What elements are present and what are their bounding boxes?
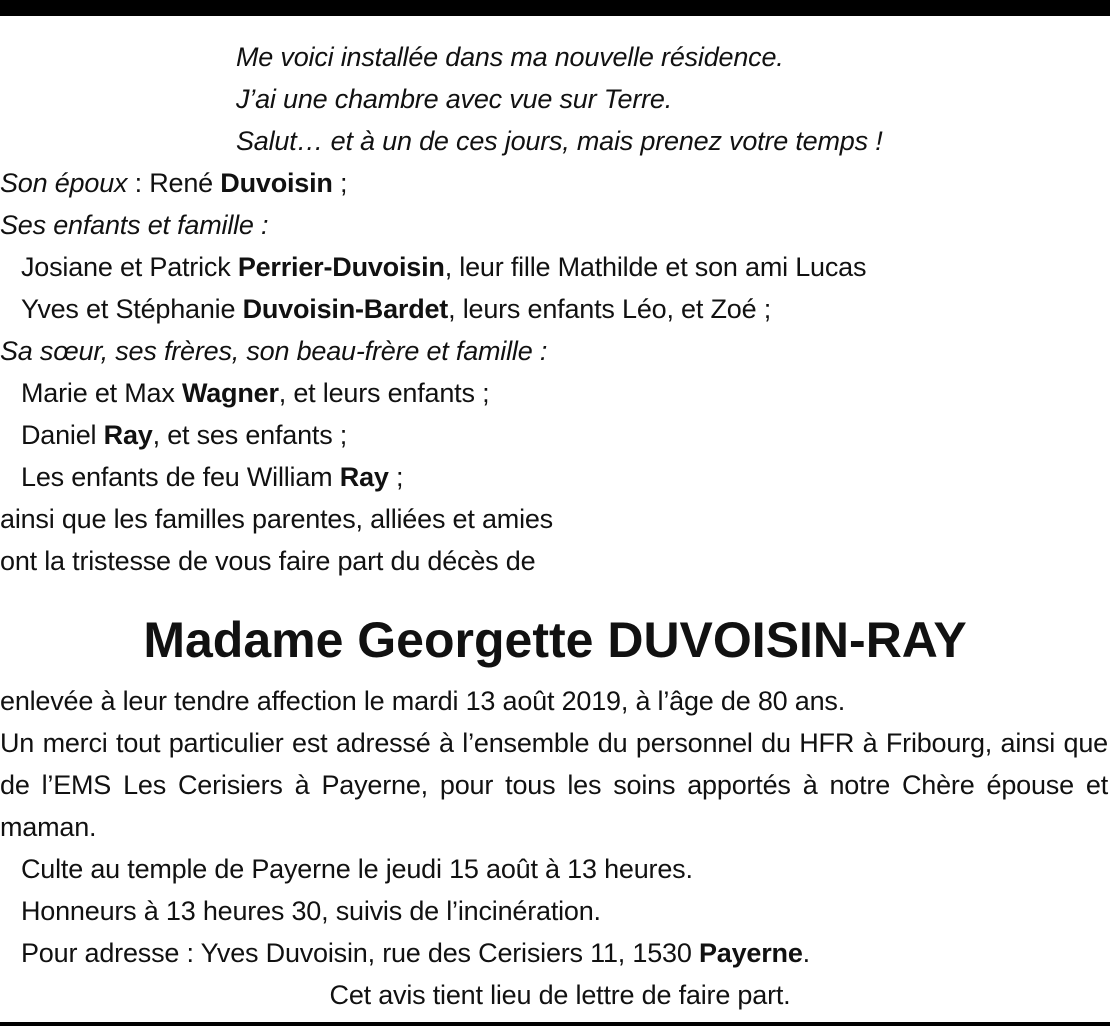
quote-line-3: Salut… et à un de ces jours, mais prenez votre temps !: [236, 126, 883, 156]
bottom-border-rule: [0, 1022, 1110, 1026]
family-details: , leur fille Mathilde et son ami Lucas: [444, 252, 867, 282]
family-surname: Duvoisin-Bardet: [242, 294, 449, 324]
closing-line-1: ainsi que les familles parentes, alliées et amies: [0, 504, 553, 534]
quote-line-2: J’ai une chambre avec vue sur Terre.: [236, 84, 673, 114]
family-names: Daniel: [21, 420, 104, 450]
closing-line-2: ont la tristesse de vous faire part du décès de: [0, 546, 536, 576]
child-family-line: [0, 288, 1110, 330]
family-surname: Ray: [339, 462, 389, 492]
death-statement: enlevée à leur tendre affection le mardi 13 août 2019, à l’âge de 80 ans.: [0, 686, 846, 716]
honours-info: Honneurs à 13 heures 30, suivis de l’incinération.: [21, 896, 601, 926]
family-surname: Wagner: [181, 378, 279, 408]
spouse-surname: Duvoisin: [220, 168, 333, 198]
sibling-family-line: [0, 456, 1110, 498]
family-names: Marie et Max: [21, 378, 182, 408]
notice-footer: Cet avis tient lieu de lettre de faire part.: [329, 980, 791, 1010]
spouse-label: Son époux: [0, 168, 128, 198]
spouse-separator: :: [127, 168, 150, 198]
spouse-first-name: René: [149, 168, 221, 198]
address-city: Payerne: [698, 938, 803, 968]
family-details: ;: [388, 462, 404, 492]
sibling-family-line: [0, 414, 1110, 456]
family-surname: Ray: [103, 420, 153, 450]
sibling-family-line: [0, 372, 1110, 414]
children-heading: Ses enfants et famille :: [0, 210, 269, 240]
siblings-heading: Sa sœur, ses frères, son beau-frère et famille :: [0, 336, 548, 366]
family-details: , leurs enfants Léo, et Zoé ;: [448, 294, 772, 324]
family-details: , et ses enfants ;: [152, 420, 348, 450]
family-surname: Perrier-Duvoisin: [237, 252, 445, 282]
child-family-line: [0, 246, 1110, 288]
service-info: Culte au temple de Payerne le jeudi 15 août à 13 heures.: [21, 854, 693, 884]
deceased-name: Madame Georgette DUVOISIN-RAY: [143, 612, 967, 668]
address-line: [0, 932, 1110, 974]
address-end: .: [802, 938, 810, 968]
family-names: Les enfants de feu William: [21, 462, 340, 492]
spouse-end: ;: [332, 168, 348, 198]
family-details: , et leurs enfants ;: [278, 378, 490, 408]
family-names: Josiane et Patrick: [21, 252, 238, 282]
spouse-line: [0, 162, 1110, 204]
death-notice: [0, 36, 1110, 1016]
address-text: Pour adresse : Yves Duvoisin, rue des Cerisiers 11, 1530: [21, 938, 699, 968]
quote-line-1: Me voici installée dans ma nouvelle résidence.: [236, 42, 784, 72]
top-border-rule: [0, 0, 1110, 16]
family-names: Yves et Stéphanie: [21, 294, 243, 324]
thanks-paragraph: Un merci tout particulier est adressé à l’ensemble du personnel du HFR à Fribourg, ainsi que de l’EMS Les Cerisiers à Payerne, pour tous les soins apportés à notre Chère épouse et maman.: [0, 728, 1108, 842]
